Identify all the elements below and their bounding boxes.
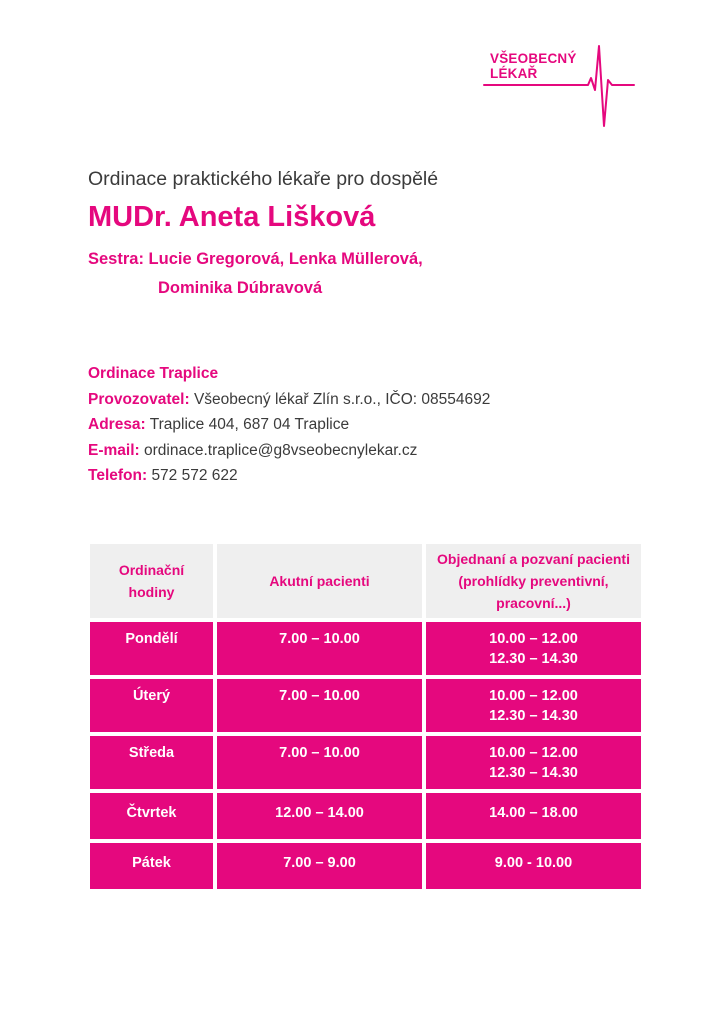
appointment-cell: [426, 843, 641, 889]
contact-info: [88, 364, 490, 492]
phone-line: [88, 466, 490, 492]
table-row: [90, 793, 641, 839]
nurses-names-1: Lucie Gregorová, Lenka Müllerová,: [148, 250, 423, 268]
header-office-hours: Ordinační hodiny: [90, 544, 213, 618]
appointment-time: 10.00 – 12.00: [489, 745, 578, 761]
nurses-names-2: Dominika Dúbravová: [158, 279, 323, 297]
phone-label: Telefon:: [88, 467, 148, 484]
day-cell: Středa: [90, 736, 213, 789]
office-hours-table: [86, 540, 645, 893]
table-row: [90, 679, 641, 732]
logo-line-1: VŠEOBECNÝ: [490, 51, 577, 66]
phone-value: 572 572 622: [151, 467, 238, 484]
logo-text: [490, 51, 577, 81]
address-value: Traplice 404, 687 04 Traplice: [149, 416, 350, 433]
appointment-time: 12.30 – 14.30: [489, 765, 578, 781]
appointment-cell: [426, 679, 641, 732]
office-heading: Ordinace Traplice: [88, 365, 219, 382]
table-header-row: [90, 544, 641, 618]
operator-label: Provozovatel:: [88, 390, 190, 408]
appointment-time: 10.00 – 12.00: [489, 688, 578, 704]
logo: [478, 44, 638, 128]
doctor-name: MUDr. Aneta Lišková: [88, 201, 376, 233]
acute-cell: 12.00 – 14.00: [217, 793, 422, 839]
appointment-time: 9.00 - 10.00: [494, 855, 573, 871]
appointment-time: 12.30 – 14.30: [489, 651, 578, 667]
acute-cell: 7.00 – 10.00: [217, 736, 422, 789]
page-subtitle: Ordinace praktického lékaře pro dospělé: [88, 168, 439, 190]
header-appointment-patients: Objednaní a pozvaní pacienti (prohlídky preventivní, pracovní...): [426, 544, 641, 618]
table-row: [90, 843, 641, 889]
logo-line-2: LÉKAŘ: [490, 66, 538, 81]
table-row: [90, 736, 641, 789]
day-cell: Úterý: [90, 679, 213, 732]
email-label: E-mail:: [88, 441, 140, 459]
email-line: [88, 441, 490, 467]
day-cell: Pátek: [90, 843, 213, 889]
operator-value: Všeobecný lékař Zlín s.r.o., IČO: 08554692: [193, 390, 491, 408]
appointment-time: 10.00 – 12.00: [489, 631, 578, 647]
address-line: [88, 415, 490, 441]
acute-cell: 7.00 – 9.00: [217, 843, 422, 889]
operator-line: [88, 390, 490, 416]
appointment-cell: [426, 736, 641, 789]
appointment-cell: [426, 793, 641, 839]
appointment-time: 12.30 – 14.30: [489, 708, 578, 724]
appointment-time: 14.00 – 18.00: [489, 805, 578, 821]
acute-cell: 7.00 – 10.00: [217, 679, 422, 732]
nurses-line-1: [88, 250, 423, 269]
email-link[interactable]: ordinace.traplice@g8vseobecnylekar.cz: [144, 441, 418, 459]
address-label: Adresa:: [88, 416, 146, 433]
nurse-label: Sestra:: [88, 250, 144, 268]
acute-cell: 7.00 – 10.00: [217, 622, 422, 675]
table-row: [90, 622, 641, 675]
day-cell: Pondělí: [90, 622, 213, 675]
header-acute-patients: Akutní pacienti: [217, 544, 422, 618]
day-cell: Čtvrtek: [90, 793, 213, 839]
appointment-cell: [426, 622, 641, 675]
